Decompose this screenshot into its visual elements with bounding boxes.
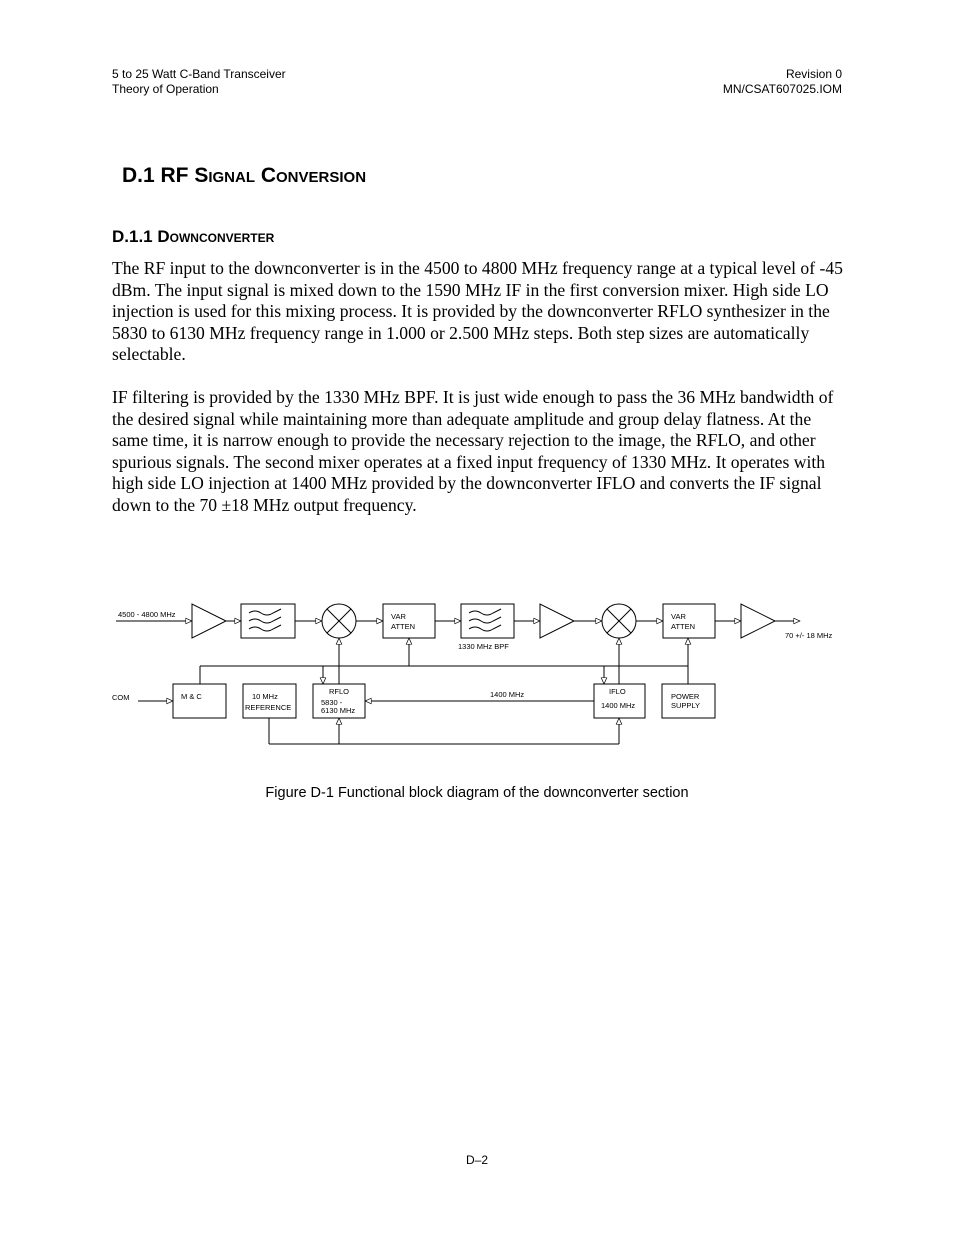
paragraph-if-filtering: IF filtering is provided by the 1330 MHz BPF. It is just wide enough to pass the 36 MHz bandwidth of the desired signal while maintaining more than adequate amplitude and group delay flatness. At the same time, it is narrow enough to provide the necessary rejection to the image, the RFLO, and other spurious signals. The second mixer operates at a fixed input frequency of 1330 MHz. It operates with high side LO injection at 1400 MHz provided by the downconverter IFLO and converts the IF signal down to the 70 ±18 MHz output frequency. <box>112 387 834 515</box>
iflo-label-line2: 1400 MHz <box>601 701 636 710</box>
bpf-label: 1330 MHz BPF <box>458 642 509 651</box>
input-frequency-label: 4500 - 4800 MHz <box>118 610 176 619</box>
subsection-title: D.1.1 Downconverter <box>112 227 275 246</box>
com-label: COM <box>112 693 130 702</box>
var-atten-1-label-line2: ATTEN <box>391 622 416 631</box>
block-diagram-svg <box>108 592 838 752</box>
power-supply-label-line2: SUPPLY <box>671 701 701 710</box>
rflo-label-line1: RFLO <box>329 687 350 696</box>
var-atten-2-label-line1: VAR <box>671 612 686 621</box>
reference-label-line2: REFERENCE <box>245 703 292 712</box>
var-atten-1-box <box>383 604 435 638</box>
page-number: D–2 <box>465 1153 488 1167</box>
header-revision: Revision 0 <box>785 67 842 81</box>
block-diagram <box>108 592 838 757</box>
amplifier-1 <box>192 604 226 638</box>
var-atten-2-label-line2: ATTEN <box>671 622 696 631</box>
iflo-label-line1: IFLO <box>609 687 626 696</box>
var-atten-2-box <box>663 604 715 638</box>
amplifier-2 <box>540 604 574 638</box>
power-supply-label-line1: POWER <box>671 692 700 701</box>
rflo-label-line3: 6130 MHz <box>321 706 356 715</box>
bandpass-filter <box>461 604 514 638</box>
reference-box <box>243 684 296 718</box>
reference-label-line1: 10 MHz <box>252 692 278 701</box>
paragraph-rf-input: The RF input to the downconverter is in the 4500 to 4800 MHz frequency range at a typical level of -45 dBm. The input signal is mixed down to the 1590 MHz IF in the first conversion mixer. High side LO injection is used for this mixing process. It is provided by the downconverter RFLO synthesizer in the 5830 to 6130 MHz frequency range in 1.000 or 2.500 MHz steps. Both step sizes are automatically selectable. <box>112 258 843 364</box>
mc-box <box>173 684 226 718</box>
amplifier-3 <box>741 604 775 638</box>
rflo-label-line2: 5830 - <box>321 698 343 707</box>
mixer-1 <box>322 604 356 638</box>
section-title: D.1 RF Signal Conversion <box>122 164 367 187</box>
figure-caption: Figure D-1 Functional block diagram of the downconverter section <box>265 785 689 801</box>
link-frequency-label: 1400 MHz <box>490 690 525 699</box>
header-left <box>112 67 286 97</box>
header-document-number: MN/CSAT607025.IOM <box>722 82 842 96</box>
filter-1 <box>241 604 295 638</box>
header-document-title: 5 to 25 Watt C-Band Transceiver <box>112 67 286 81</box>
mc-label: M & C <box>181 692 202 701</box>
mixer-2 <box>602 604 636 638</box>
var-atten-1-label-line1: VAR <box>391 612 406 621</box>
output-frequency-label: 70 +/- 18 MHz <box>785 631 833 640</box>
header-chapter-title: Theory of Operation <box>112 82 219 96</box>
header-right <box>723 67 842 97</box>
